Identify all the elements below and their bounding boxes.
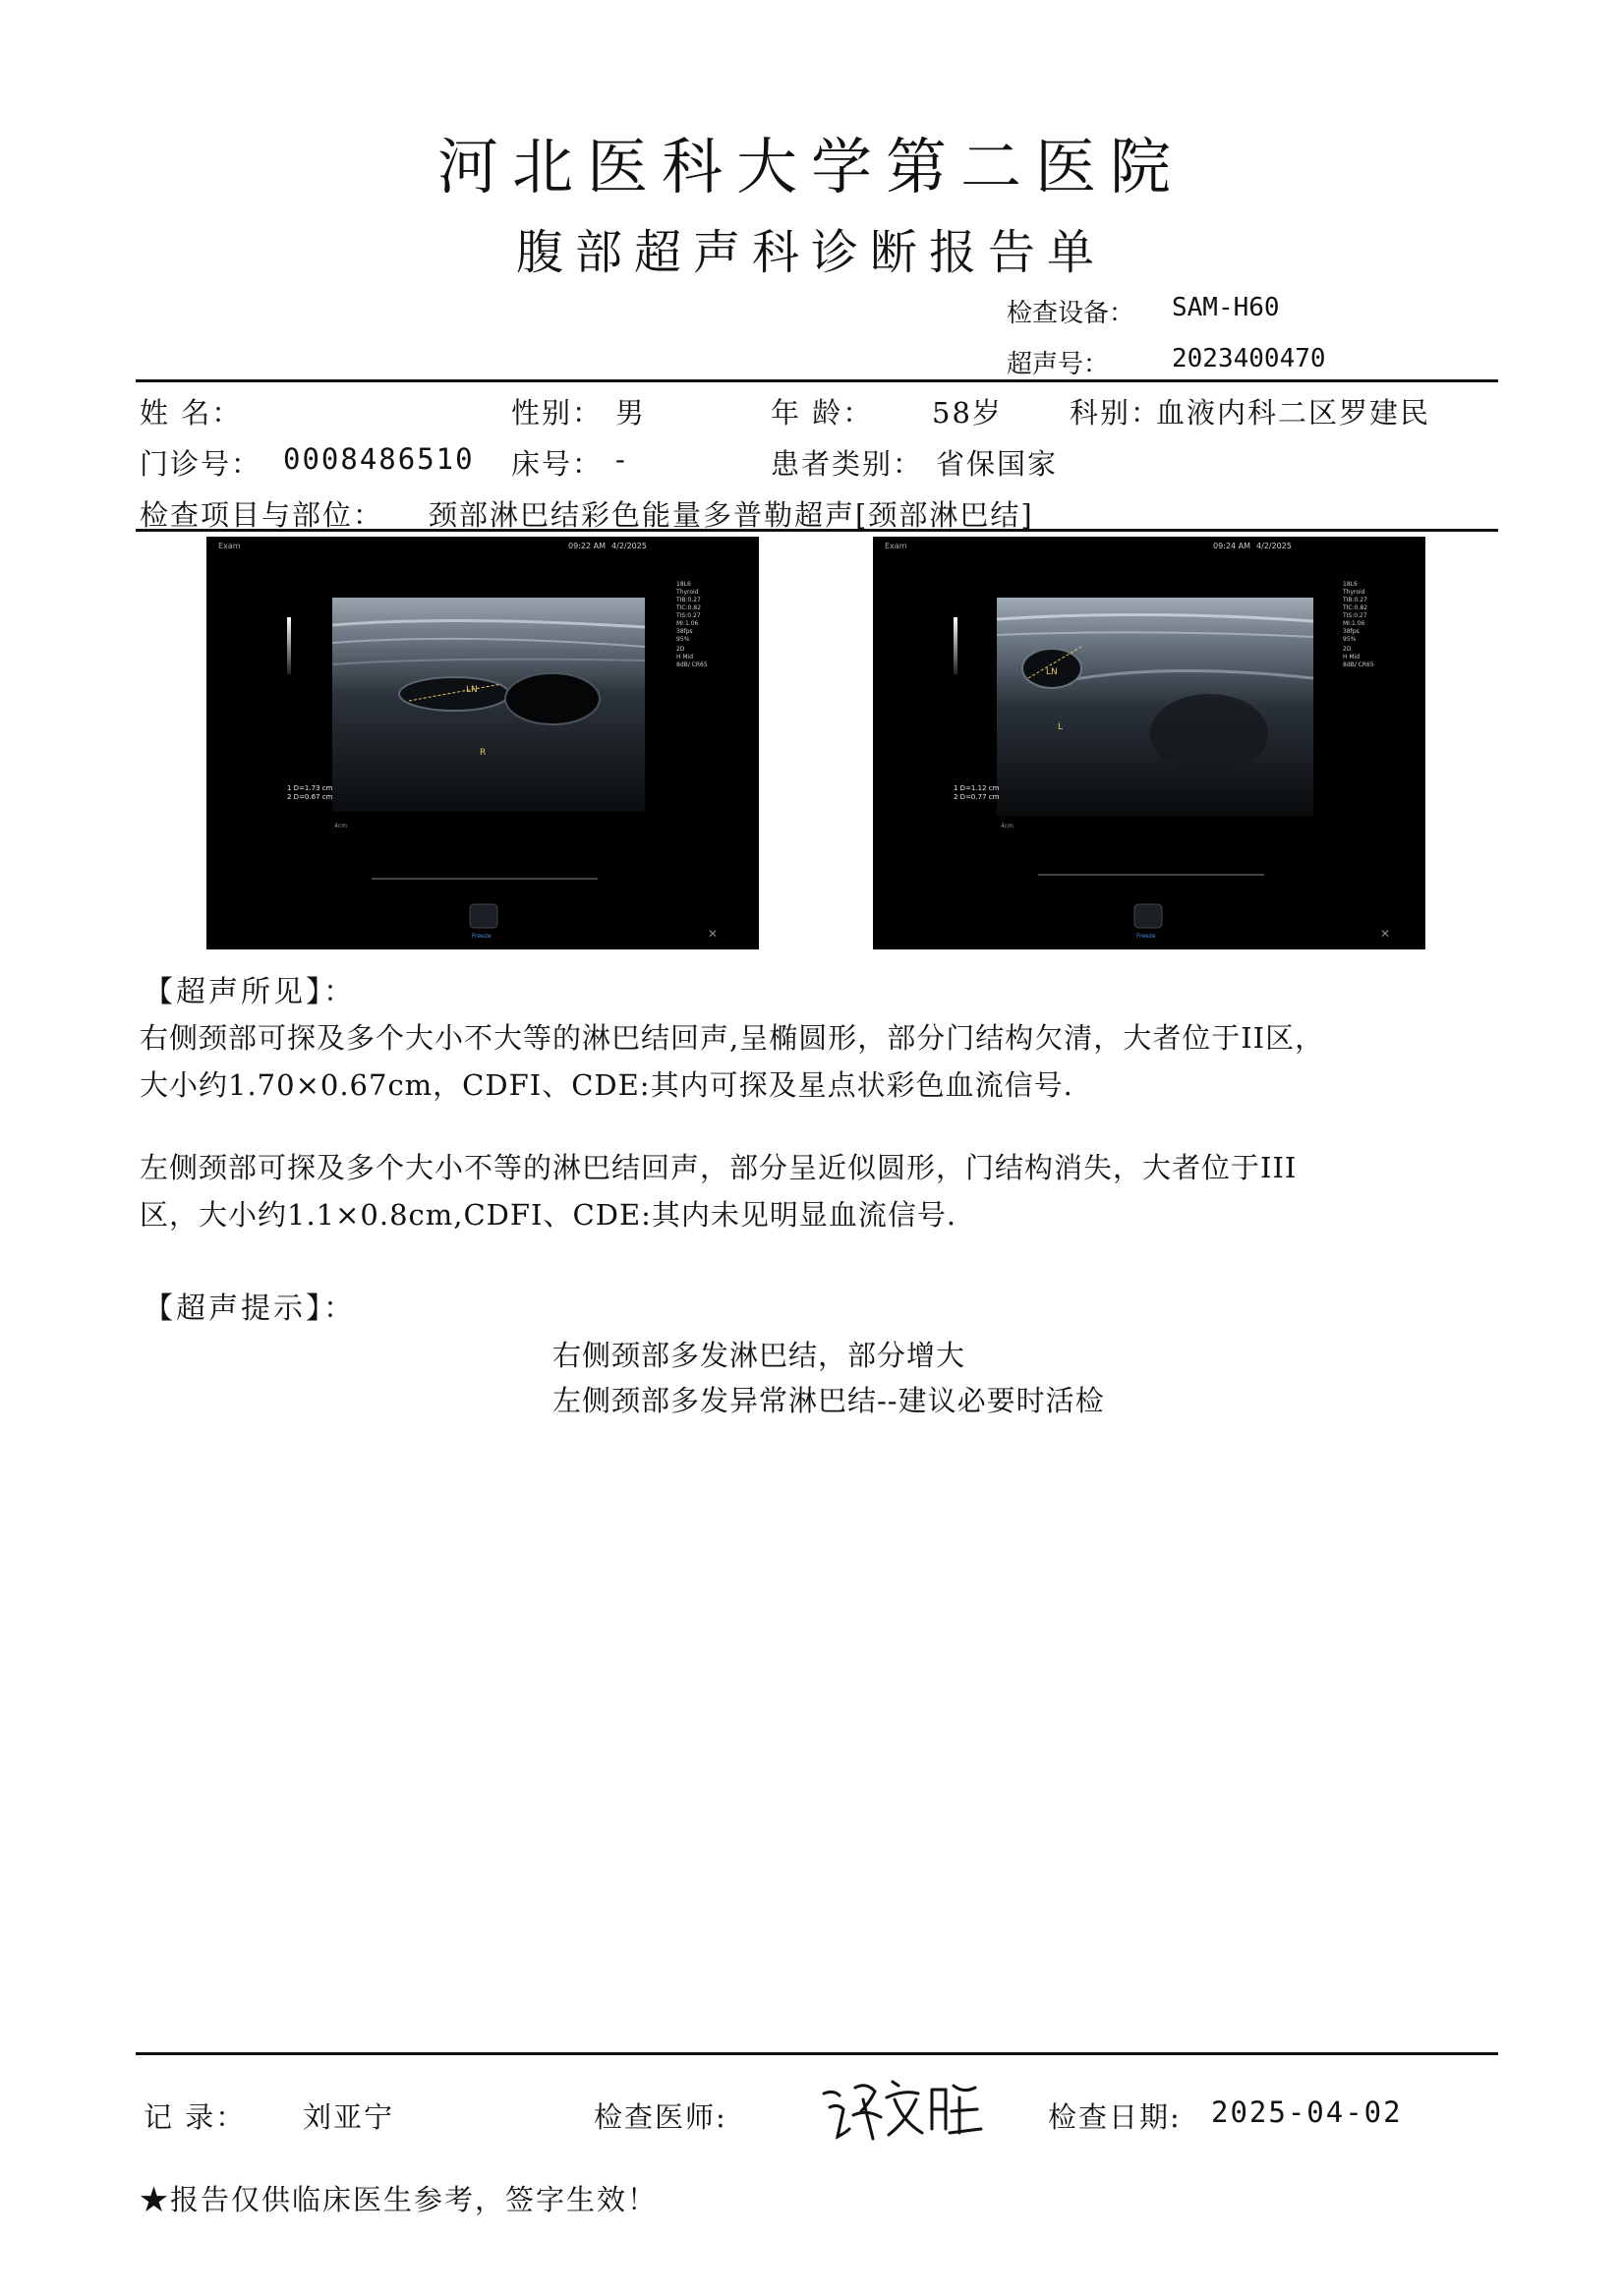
- probe-param: TIS:0.27: [676, 612, 701, 619]
- device-label: 检查设备：: [1007, 299, 1135, 328]
- findings-left: [140, 1144, 1486, 1238]
- probe-param: H Mid: [1343, 654, 1361, 660]
- measurement-2: 2 D=0.67 cm: [287, 793, 333, 801]
- exam-label: 检查项目与部位：: [140, 498, 384, 532]
- findings-right: [140, 1014, 1486, 1109]
- measurement-2: 2 D=0.77 cm: [954, 793, 1000, 801]
- freeze-label: Freeze: [1136, 933, 1156, 940]
- lymph-node-outline: [399, 677, 509, 711]
- age-label: 年 龄：: [771, 396, 874, 430]
- conclusion-line2: 左侧颈部多发异常淋巴结--建议必要时活检: [552, 1384, 1105, 1417]
- freeze-icon: [1134, 904, 1162, 928]
- us-time: 09:22 AM: [568, 542, 606, 550]
- scan-area: [997, 598, 1313, 816]
- conclusion-line1: 右侧颈部多发淋巴结，部分增大: [552, 1339, 966, 1372]
- bed-value: -: [615, 442, 627, 476]
- measurement-1: 1 D=1.12 cm: [954, 784, 1000, 792]
- probe-param: 2D: [676, 646, 685, 653]
- probe-param: 18L6: [676, 581, 691, 588]
- probe-param: TIS:0.27: [1343, 612, 1367, 619]
- patient-type-value: 省保国家: [936, 447, 1059, 481]
- ultrasound-image-right: [206, 537, 759, 949]
- depth-label: 4cm: [1001, 823, 1014, 830]
- findings-right-line2: 大小约1.70×0.67cm，CDFI、CDE:其内可探及星点状彩色血流信号.: [140, 1068, 1073, 1102]
- sex-value: 男: [615, 396, 647, 430]
- doctor-signature: [816, 2064, 993, 2154]
- exam-value: 颈部淋巴结彩色能量多普勒超声[颈部淋巴结]: [429, 498, 1034, 532]
- us-number-value: 2023400470: [1172, 344, 1326, 373]
- report-note: ★报告仅供临床医生参考，签字生效！: [140, 2183, 659, 2216]
- probe-param: 8dB/ CR65: [1343, 661, 1374, 668]
- findings-heading: 【超声所见】：: [144, 975, 356, 1009]
- us-date: 4/2/2025: [1256, 542, 1292, 550]
- us-number-label: 超声号：: [1007, 350, 1110, 379]
- probe-param: TIB:0.27: [1343, 597, 1367, 603]
- age-value: 58岁: [932, 396, 1003, 430]
- probe-param: 38fps: [676, 628, 693, 635]
- probe-param: TIC:0.82: [676, 604, 702, 611]
- freeze-label: Freeze: [472, 933, 492, 940]
- probe-param: 95%: [1343, 636, 1357, 643]
- findings-right-line1: 右侧颈部可探及多个大小不大等的淋巴结回声,呈椭圆形，部分门结构欠清，大者位于II区，: [140, 1021, 1325, 1055]
- header-divider: [136, 379, 1498, 382]
- close-icon: ✕: [1380, 927, 1391, 941]
- ln-label: LN: [466, 685, 478, 695]
- report-title: 腹部超声科诊断报告单: [515, 225, 1106, 280]
- gain-bar: [954, 617, 957, 674]
- probe-param: 18L6: [1343, 581, 1358, 588]
- probe-param: H Mid: [676, 654, 694, 660]
- doctor-label: 检查医师:: [594, 2100, 727, 2134]
- name-label: 姓 名：: [140, 396, 243, 430]
- freeze-icon: [470, 904, 497, 928]
- probe-param: MI:1.06: [676, 620, 699, 627]
- depth-label: 4cm: [334, 823, 347, 830]
- close-icon: ✕: [708, 927, 719, 941]
- recorder-label: 记 录：: [144, 2100, 247, 2134]
- ultrasound-image-left: [873, 537, 1425, 949]
- dept-value: 血液内科二区罗建民: [1156, 396, 1431, 430]
- probe-param: 8dB/ CR65: [676, 661, 708, 668]
- conclusion-heading: 【超声提示】：: [144, 1292, 356, 1326]
- sex-label: 性别：: [511, 396, 604, 430]
- recorder-value: 刘亚宁: [303, 2100, 395, 2134]
- exam-date-label: 检查日期:: [1048, 2100, 1182, 2134]
- side-label: R: [480, 748, 487, 758]
- info-divider: [136, 529, 1498, 532]
- probe-param: 95%: [676, 636, 690, 643]
- measurement-1: 1 D=1.73 cm: [287, 784, 333, 792]
- patient-type-label: 患者类别：: [771, 447, 924, 481]
- probe-param: MI:1.06: [1343, 620, 1365, 627]
- clinic-value: 0008486510: [283, 442, 475, 476]
- probe-param: Thyroid: [676, 589, 699, 596]
- us-time: 09:24 AM: [1213, 542, 1250, 550]
- probe-param: TIB:0.27: [676, 597, 701, 603]
- conclusion-block: [552, 1333, 1105, 1423]
- probe-param: 2D: [1343, 646, 1352, 653]
- hospital-name: 河北医科大学第二医院: [436, 131, 1185, 202]
- side-label: L: [1058, 722, 1064, 732]
- probe-param: TIC:0.82: [1343, 604, 1368, 611]
- gain-bar: [287, 617, 291, 674]
- dept-label: 科别：: [1070, 396, 1162, 430]
- exam-date-value: 2025-04-02: [1211, 2095, 1403, 2129]
- device-value: SAM-H60: [1172, 293, 1280, 322]
- probe-param: 38fps: [1343, 628, 1360, 635]
- findings-left-line2: 区，大小约1.1×0.8cm,CDFI、CDE:其内未见明显血流信号.: [140, 1198, 957, 1232]
- ln-label: LN: [1046, 667, 1058, 677]
- footer-divider: [136, 2052, 1498, 2055]
- bed-label: 床号：: [511, 447, 604, 481]
- clinic-label: 门诊号：: [140, 447, 262, 481]
- findings-left-line1: 左侧颈部可探及多个大小不等的淋巴结回声，部分呈近似圆形，门结构消失，大者位于III: [140, 1151, 1298, 1184]
- us-exam-text: Exam: [218, 542, 241, 550]
- us-exam-text: Exam: [885, 542, 907, 550]
- us-date: 4/2/2025: [611, 542, 647, 550]
- probe-param: Thyroid: [1343, 589, 1365, 596]
